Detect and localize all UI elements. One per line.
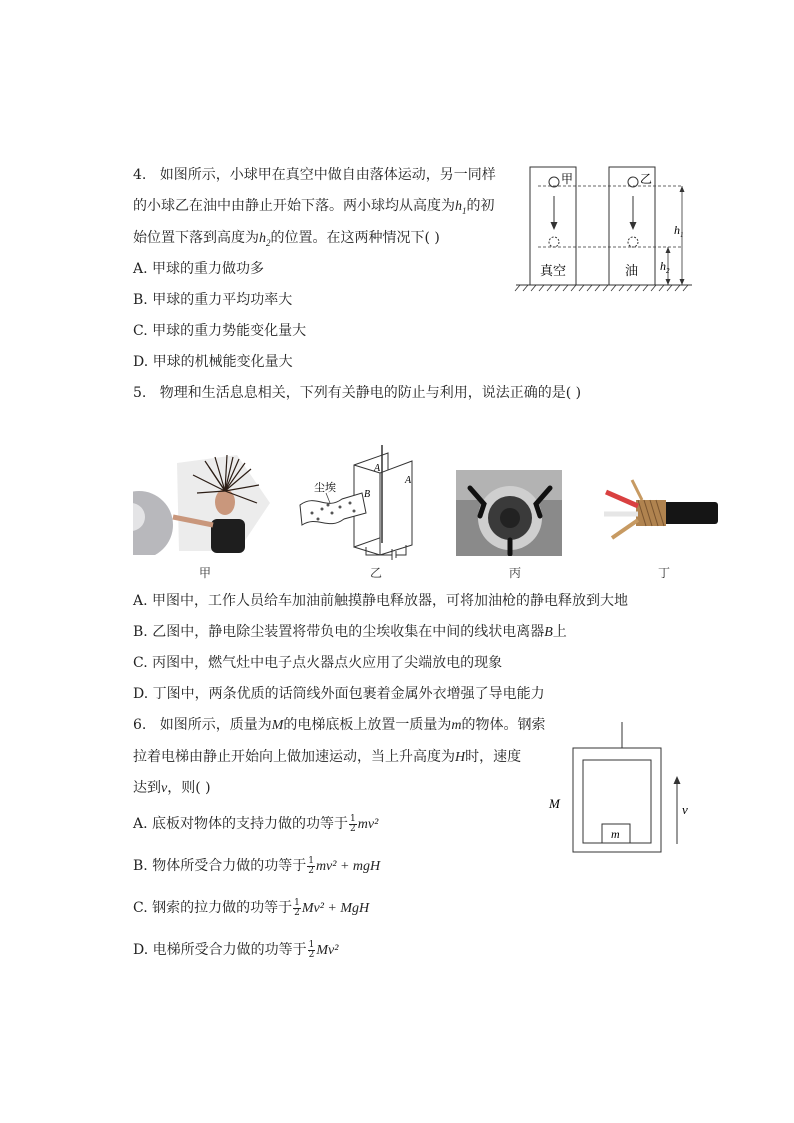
cable-jacket: [662, 502, 718, 524]
wire-b-label: B: [364, 489, 371, 500]
plate-a-label-2: A: [405, 475, 412, 486]
ground-hatch: [515, 285, 688, 291]
q4-option-d[interactable]: D. 甲球的机械能变化量大: [133, 354, 293, 370]
caption-ding: 丁: [658, 566, 671, 580]
q4-stem-line1: [133, 165, 496, 185]
block-m-label: m: [611, 827, 620, 841]
h1-label: $h_1$: [674, 223, 684, 239]
q5-option-d[interactable]: D. 丁图中，两条优质的话筒线外面包裹着金属外衣增强了导电能力: [133, 686, 545, 702]
q4-number: 4.: [133, 167, 147, 183]
q5-stem: 5. 物理和生活息息相关，下列有关静电的防止与利用，说法正确的是( ): [133, 385, 582, 401]
q4-figure: [512, 160, 712, 300]
q6-number: 6.: [133, 717, 147, 733]
half-fraction: $\frac{1}{2}$: [350, 813, 356, 834]
q5-option-c[interactable]: C. 丙图中，燃气灶中电子点火器点火应用了尖端放电的现象: [133, 655, 503, 671]
elevator-figure: [540, 720, 700, 860]
q6-stem-line1: 6. 如图所示，质量为M的电梯底板上放置一质量为m的物体。钢索: [133, 717, 546, 733]
q4-option-c[interactable]: C. 甲球的重力势能变化量大: [133, 323, 307, 339]
q6-stem-line2: 拉着电梯由静止开始向上做加速运动，当上升高度为H时，速度: [133, 749, 522, 765]
q6-option-a[interactable]: A. 底板对物体的支持力做的功等于 $\frac{1}{2}$ mv²: [133, 813, 379, 834]
ball-yi-start: [628, 177, 638, 187]
q4-stem-line2: 的小球乙在油中由静止开始下落。两小球均从高度为$h_1$的初: [133, 198, 495, 216]
ball-yi-end: [628, 237, 638, 247]
plate-a-label-1: A: [374, 463, 381, 474]
velocity-label: v: [682, 802, 688, 817]
q6-stem-line3: 达到v，则( ): [133, 780, 211, 796]
ball-jia-start: [549, 177, 559, 187]
q5-option-a[interactable]: A. 甲图中，工作人员给车加油前触摸静电释放器，可将加油枪的静电释放到大地: [133, 593, 629, 609]
q5-option-b[interactable]: B. 乙图中，静电除尘装置将带负电的尘埃收集在中间的线状电离器B上: [133, 624, 567, 640]
caption-yi: 乙: [370, 566, 383, 580]
dust-label: 尘埃: [314, 481, 336, 494]
q6-option-d[interactable]: D. 电梯所受合力做的功等于 $\frac{1}{2}$ Mv²: [133, 939, 339, 960]
half-fraction: $\frac{1}{2}$: [294, 897, 300, 918]
ball-jia-label: 甲: [561, 172, 574, 186]
q5-number: 5.: [133, 385, 147, 401]
oil-label: 油: [625, 264, 639, 279]
q4-h2-var: $h_2$: [259, 231, 271, 248]
elevator-M-label: M: [549, 796, 560, 811]
caption-jia: 甲: [199, 566, 212, 580]
half-fraction: $\frac{1}{2}$: [308, 939, 315, 960]
figure-yi: [296, 443, 426, 561]
q4-stem-text1: 如图所示，小球甲在真空中做自由落体运动，另一同样: [159, 167, 496, 183]
ball-yi-label: 乙: [640, 172, 653, 186]
q6-option-b[interactable]: B. 物体所受合力做的功等于 $\frac{1}{2}$ mv² + mgH: [133, 855, 381, 876]
photo-jia: [133, 455, 273, 555]
ball-jia-end: [549, 237, 559, 247]
q6-option-c[interactable]: C. 钢索的拉力做的功等于 $\frac{1}{2}$ Mv² + MgH: [133, 897, 370, 918]
photo-bing: [456, 470, 562, 556]
q4-h1-var: $h_1$: [455, 199, 467, 216]
q4-stem-line3: 始位置下落到高度为$h_2$的位置。在这两种情况下( ): [133, 230, 440, 248]
half-fraction: $\frac{1}{2}$: [308, 855, 314, 876]
caption-bing: 丙: [509, 566, 522, 580]
q4-option-a[interactable]: A. 甲球的重力做功多: [133, 261, 265, 277]
vacuum-label: 真空: [540, 264, 567, 279]
photo-ding: [602, 476, 720, 554]
h2-label: $h_2$: [660, 259, 670, 275]
q4-option-b[interactable]: B. 甲球的重力平均功率大: [133, 292, 293, 308]
